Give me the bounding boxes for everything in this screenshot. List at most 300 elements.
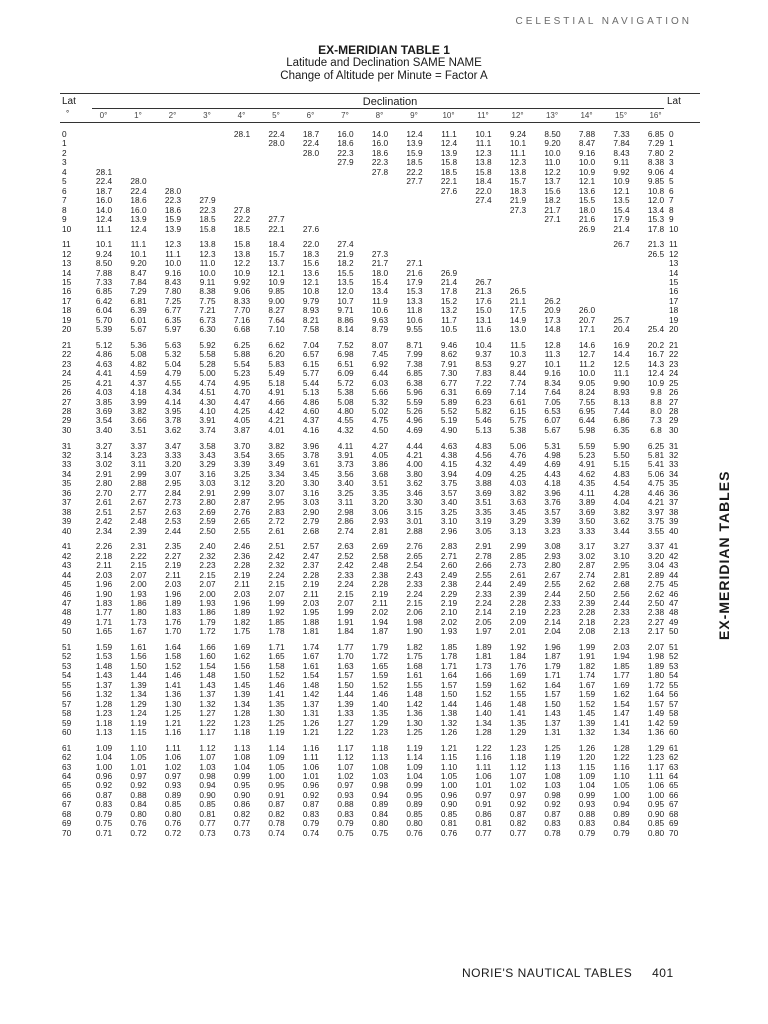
lat-cell-right: 7 <box>669 195 674 206</box>
factor-cell: 11.1 <box>130 239 147 250</box>
factor-cell: 1.13 <box>544 761 561 772</box>
factor-cell: 3.47 <box>164 440 182 451</box>
factor-cell: 1.44 <box>440 698 458 709</box>
column-header: 7° <box>341 111 349 120</box>
factor-cell: 5.08 <box>337 396 354 407</box>
factor-cell: 2.80 <box>199 497 216 508</box>
factor-cell: 0.92 <box>130 780 147 791</box>
factor-cell: 27.4 <box>337 239 354 250</box>
factor-cell: 13.8 <box>475 157 492 168</box>
lat-cell-left: 21 <box>62 339 72 350</box>
lat-cell-right: 1 <box>669 138 674 149</box>
factor-cell: 5.13 <box>475 424 492 435</box>
factor-cell: 7.45 <box>371 349 389 360</box>
factor-cell: 8.33 <box>233 295 251 306</box>
factor-cell: 3.54 <box>95 415 113 426</box>
factor-cell: 7.05 <box>544 396 561 407</box>
lat-cell-right: 4 <box>669 166 674 177</box>
factor-cell: 1.32 <box>199 698 216 709</box>
factor-cell: 1.96 <box>164 588 182 599</box>
factor-cell: 1.61 <box>406 670 423 681</box>
factor-cell: 1.30 <box>164 698 182 709</box>
factor-cell: 0.89 <box>406 799 423 810</box>
factor-cell: 1.91 <box>337 616 354 627</box>
factor-cell: 1.69 <box>233 641 251 652</box>
lat-cell-left: 66 <box>62 789 72 800</box>
factor-cell: 4.74 <box>199 377 216 388</box>
factor-cell: 1.59 <box>475 679 492 690</box>
column-header: 5° <box>272 111 280 120</box>
factor-cell: 1.73 <box>475 660 492 671</box>
factor-cell: 3.75 <box>647 516 665 527</box>
factor-cell: 0.88 <box>337 799 354 810</box>
factor-cell: 1.55 <box>406 679 423 690</box>
factor-cell: 5.38 <box>337 387 354 398</box>
factor-cell: 8.50 <box>95 258 113 269</box>
factor-cell: 4.83 <box>613 468 630 479</box>
factor-cell: 1.59 <box>95 641 113 652</box>
factor-cell: 2.74 <box>578 569 596 580</box>
factor-cell: 8.27 <box>268 305 285 316</box>
factor-cell: 0.77 <box>475 827 492 838</box>
factor-cell: 1.79 <box>199 616 216 627</box>
factor-cell: 5.89 <box>440 396 458 407</box>
factor-cell: 0.98 <box>199 771 216 781</box>
factor-cell: 2.34 <box>95 525 113 536</box>
column-header: 1° <box>134 111 142 120</box>
factor-cell: 10.5 <box>440 324 458 335</box>
factor-cell: 8.93 <box>302 305 320 316</box>
factor-cell: 22.1 <box>268 223 285 234</box>
factor-cell: 21.1 <box>509 295 527 306</box>
factor-cell: 12.4 <box>647 368 665 379</box>
factor-cell: 4.83 <box>475 440 492 451</box>
factor-cell: 22.4 <box>95 176 113 187</box>
factor-cell: 5.72 <box>337 377 354 388</box>
factor-cell: 0.84 <box>371 808 389 819</box>
factor-cell: 1.18 <box>371 742 389 753</box>
factor-cell: 4.60 <box>302 406 320 416</box>
factor-cell: 2.55 <box>544 579 561 590</box>
factor-cell: 28.1 <box>95 166 113 177</box>
factor-cell: 17.9 <box>406 276 423 287</box>
lat-cell-right: 43 <box>669 560 679 571</box>
factor-cell: 1.09 <box>268 752 285 763</box>
factor-cell: 1.98 <box>406 616 423 627</box>
factor-cell: 10.9 <box>233 267 251 278</box>
lat-cell-left: 67 <box>62 799 72 810</box>
factor-cell: 22.4 <box>302 138 320 149</box>
factor-cell: 2.33 <box>613 607 630 618</box>
factor-cell: 4.63 <box>440 440 458 451</box>
factor-cell: 2.32 <box>268 560 285 571</box>
factor-cell: 1.93 <box>440 626 458 637</box>
factor-cell: 11.9 <box>372 295 388 306</box>
factor-cell: 1.52 <box>164 660 182 671</box>
lat-cell-left: 64 <box>62 771 72 781</box>
factor-cell: 2.52 <box>337 550 354 561</box>
factor-cell: 2.95 <box>268 497 285 508</box>
factor-cell: 0.96 <box>302 780 320 791</box>
factor-cell: 2.93 <box>544 550 561 561</box>
factor-cell: 0.86 <box>475 808 492 819</box>
factor-cell: 3.43 <box>199 450 216 460</box>
factor-cell: 9.90 <box>613 377 630 388</box>
lat-header-left: Lat <box>62 96 76 107</box>
factor-cell: 3.54 <box>233 450 251 460</box>
factor-cell: 2.03 <box>95 569 113 580</box>
factor-cell: 0.77 <box>233 818 251 829</box>
factor-cell: 0.87 <box>95 789 113 800</box>
factor-cell: 6.30 <box>199 324 216 335</box>
factor-cell: 1.20 <box>578 752 596 763</box>
factor-cell: 6.68 <box>233 324 251 335</box>
factor-cell: 0.89 <box>613 808 630 819</box>
factor-cell: 12.1 <box>302 276 320 287</box>
factor-cell: 0.83 <box>578 818 596 829</box>
factor-cell: 3.29 <box>509 516 527 527</box>
factor-cell: 3.87 <box>233 424 251 435</box>
factor-cell: 1.64 <box>164 641 182 652</box>
factor-cell: 3.37 <box>130 440 147 451</box>
factor-cell: 1.81 <box>302 626 320 637</box>
factor-cell: 7.14 <box>509 387 527 398</box>
factor-cell: 0.92 <box>509 799 527 810</box>
factor-cell: 2.60 <box>440 560 458 571</box>
factor-cell: 1.50 <box>233 670 251 681</box>
lat-cell-right: 47 <box>669 597 679 608</box>
factor-cell: 12.1 <box>268 267 285 278</box>
lat-cell-left: 16 <box>62 286 72 297</box>
factor-cell: 9.92 <box>233 276 251 287</box>
lat-cell-right: 55 <box>669 679 679 690</box>
factor-cell: 1.54 <box>613 698 630 709</box>
factor-cell: 8.21 <box>302 314 320 325</box>
factor-cell: 10.0 <box>544 147 561 158</box>
lat-cell-right: 10 <box>669 223 679 234</box>
factor-cell: 0.76 <box>406 827 423 838</box>
factor-cell: 1.99 <box>268 597 285 608</box>
lat-cell-right: 33 <box>669 459 679 470</box>
factor-cell: 1.85 <box>440 641 458 652</box>
factor-cell: 17.3 <box>544 314 561 325</box>
lat-cell-right: 8 <box>669 204 674 215</box>
factor-cell: 1.50 <box>130 660 147 671</box>
factor-cell: 13.8 <box>233 248 251 259</box>
factor-cell: 4.82 <box>130 358 147 369</box>
lat-cell-right: 68 <box>669 808 679 819</box>
factor-cell: 1.41 <box>613 717 630 728</box>
factor-cell: 1.07 <box>509 771 527 781</box>
factor-cell: 22.2 <box>406 166 423 177</box>
factor-cell: 3.20 <box>268 478 285 489</box>
factor-cell: 3.06 <box>371 506 389 517</box>
factor-cell: 9.00 <box>268 295 285 306</box>
factor-cell: 22.3 <box>337 147 354 158</box>
factor-cell: 16.7 <box>647 349 665 360</box>
factor-cell: 1.58 <box>268 660 285 671</box>
factor-cell: 6.8 <box>650 424 662 435</box>
factor-cell: 6.85 <box>406 368 423 379</box>
factor-cell: 3.39 <box>544 516 561 527</box>
factor-cell: 3.40 <box>337 478 354 489</box>
factor-cell: 16.0 <box>130 204 147 215</box>
factor-cell: 1.05 <box>268 761 285 772</box>
factor-cell: 13.3 <box>406 295 423 306</box>
factor-cell: 27.9 <box>199 195 216 206</box>
factor-cell: 2.98 <box>337 506 354 517</box>
factor-cell: 4.18 <box>544 478 561 489</box>
lat-cell-right: 57 <box>669 698 679 709</box>
factor-cell: 2.57 <box>130 506 147 517</box>
factor-cell: 8.44 <box>509 368 527 379</box>
factor-cell: 1.13 <box>95 727 113 737</box>
factor-cell: 22.0 <box>475 185 492 196</box>
factor-cell: 18.2 <box>544 195 561 206</box>
lat-cell-left: 65 <box>62 780 72 791</box>
factor-cell: 27.9 <box>337 157 354 168</box>
factor-cell: 1.79 <box>544 660 561 671</box>
factor-cell: 18.6 <box>371 147 389 158</box>
factor-cell: 13.8 <box>509 166 527 177</box>
factor-cell: 2.93 <box>371 516 389 527</box>
factor-cell: 1.95 <box>302 607 320 618</box>
lat-cell-left: 57 <box>62 698 72 709</box>
table-title: EX-MERIDIAN TABLE 1 <box>318 43 450 57</box>
lat-cell-left: 22 <box>62 349 72 360</box>
factor-cell: 1.01 <box>302 771 320 781</box>
header-rule-dec <box>92 108 664 109</box>
factor-cell: 11.8 <box>406 305 423 316</box>
factor-cell: 1.56 <box>130 651 147 662</box>
factor-cell: 18.7 <box>302 129 320 139</box>
factor-cell: 4.86 <box>302 396 320 407</box>
factor-cell: 4.50 <box>371 424 389 435</box>
factor-cell: 9.24 <box>95 248 113 259</box>
factor-cell: 3.16 <box>302 487 320 498</box>
factor-cell: 9.11 <box>613 157 630 168</box>
factor-cell: 2.33 <box>475 588 492 599</box>
factor-cell: 1.45 <box>578 708 596 719</box>
factor-cell: 1.66 <box>199 641 216 652</box>
factor-cell: 3.03 <box>199 478 216 489</box>
factor-cell: 1.41 <box>268 689 285 700</box>
factor-cell: 0.81 <box>199 808 216 819</box>
factor-cell: 1.15 <box>578 761 596 772</box>
factor-cell: 1.90 <box>95 588 113 599</box>
factor-cell: 3.20 <box>647 550 665 561</box>
factor-cell: 1.18 <box>509 752 527 763</box>
factor-cell: 1.02 <box>337 771 354 781</box>
factor-cell: 1.50 <box>440 689 458 700</box>
factor-cell: 0.89 <box>371 799 389 810</box>
lat-cell-left: 61 <box>62 742 72 753</box>
lat-cell-right: 63 <box>669 761 679 772</box>
factor-cell: 3.15 <box>406 506 423 517</box>
factor-cell: 2.66 <box>475 560 492 571</box>
factor-cell: 1.67 <box>578 679 596 690</box>
factor-cell: 5.67 <box>130 324 147 335</box>
factor-cell: 5.02 <box>371 406 389 416</box>
factor-cell: 8.0 <box>650 406 662 416</box>
factor-cell: 5.28 <box>199 358 216 369</box>
factor-cell: 1.72 <box>199 626 216 637</box>
factor-cell: 0.79 <box>613 827 630 838</box>
lat-cell-left: 28 <box>62 406 72 416</box>
page-number: 401 <box>652 966 674 980</box>
factor-cell: 1.13 <box>371 752 389 763</box>
factor-cell: 1.07 <box>199 752 216 763</box>
factor-cell: 1.32 <box>95 689 113 700</box>
factor-cell: 4.16 <box>302 424 320 435</box>
lat-cell-left: 18 <box>62 305 72 316</box>
lat-cell-right: 14 <box>669 267 679 278</box>
factor-cell: 26.9 <box>578 223 596 234</box>
lat-cell-right: 19 <box>669 314 679 325</box>
factor-cell: 5.15 <box>613 459 630 470</box>
factor-cell: 2.19 <box>302 579 320 590</box>
factor-cell: 18.5 <box>233 223 251 234</box>
factor-cell: 6.77 <box>440 377 458 388</box>
factor-cell: 1.28 <box>613 742 630 753</box>
factor-cell: 5.36 <box>130 339 147 350</box>
factor-cell: 1.96 <box>544 641 561 652</box>
factor-cell: 2.83 <box>440 541 458 552</box>
factor-cell: 0.85 <box>406 808 423 819</box>
lat-cell-right: 22 <box>669 349 679 360</box>
factor-cell: 5.23 <box>578 450 596 460</box>
factor-cell: 11.6 <box>475 324 492 335</box>
factor-cell: 2.27 <box>164 550 182 561</box>
factor-cell: 0.94 <box>371 789 389 800</box>
lat-cell-left: 34 <box>62 468 72 479</box>
lat-cell-right: 35 <box>669 478 679 489</box>
factor-cell: 5.66 <box>371 387 389 398</box>
factor-cell: 3.96 <box>544 487 561 498</box>
column-header: 0° <box>99 111 108 120</box>
factor-cell: 0.95 <box>233 780 251 791</box>
factor-cell: 1.93 <box>130 588 147 599</box>
factor-cell: 2.96 <box>440 525 458 536</box>
factor-cell: 15.2 <box>440 295 458 306</box>
factor-cell: 1.34 <box>475 717 492 728</box>
factor-cell: 15.4 <box>371 276 389 287</box>
factor-cell: 1.73 <box>130 616 147 627</box>
factor-cell: 0.79 <box>337 818 354 829</box>
factor-cell: 1.05 <box>613 780 630 791</box>
factor-cell: 1.85 <box>613 660 630 671</box>
factor-cell: 13.1 <box>475 314 492 325</box>
factor-cell: 0.82 <box>233 808 251 819</box>
factor-cell: 1.39 <box>233 689 251 700</box>
lat-cell-left: 24 <box>62 368 72 379</box>
factor-cell: 21.3 <box>647 239 665 250</box>
factor-cell: 14.4 <box>613 349 630 360</box>
factor-cell: 4.21 <box>647 497 665 508</box>
factor-cell: 3.62 <box>164 424 182 435</box>
factor-cell: 1.35 <box>371 708 389 719</box>
factor-cell: 1.37 <box>95 679 113 690</box>
factor-cell: 2.81 <box>371 525 389 536</box>
factor-cell: 1.59 <box>578 689 596 700</box>
factor-cell: 1.25 <box>268 717 285 728</box>
factor-cell: 2.11 <box>303 588 319 599</box>
factor-cell: 15.9 <box>164 214 182 225</box>
factor-cell: 4.75 <box>371 415 389 426</box>
factor-cell: 1.34 <box>130 689 147 700</box>
factor-cell: 2.28 <box>233 560 251 571</box>
factor-cell: 3.25 <box>440 506 458 517</box>
factor-cell: 7.83 <box>475 368 492 379</box>
factor-cell: 3.05 <box>475 525 492 536</box>
factor-cell: 8.14 <box>337 324 354 335</box>
factor-cell: 0.83 <box>337 808 354 819</box>
factor-cell: 1.42 <box>647 717 665 728</box>
factor-cell: 2.07 <box>268 588 285 599</box>
factor-cell: 1.74 <box>578 670 596 681</box>
factor-cell: 13.9 <box>164 223 182 234</box>
factor-cell: 2.19 <box>509 607 527 618</box>
factor-cell: 12.4 <box>440 138 458 149</box>
factor-cell: 4.11 <box>579 487 595 498</box>
factor-cell: 5.77 <box>302 368 320 379</box>
lat-cell-left: 59 <box>62 717 72 728</box>
factor-cell: 0.82 <box>509 818 527 829</box>
factor-cell: 6.31 <box>440 387 458 398</box>
factor-cell: 4.55 <box>337 415 354 426</box>
factor-cell: 1.61 <box>130 641 147 652</box>
factor-cell: 5.82 <box>475 406 492 416</box>
factor-cell: 0.93 <box>337 789 354 800</box>
factor-cell: 4.25 <box>233 406 251 416</box>
factor-cell: 2.18 <box>95 550 113 561</box>
lat-cell-right: 66 <box>669 789 679 800</box>
lat-cell-left: 45 <box>62 579 72 590</box>
factor-cell: 0.87 <box>544 808 561 819</box>
factor-cell: 0.72 <box>130 827 147 838</box>
factor-cell: 3.73 <box>337 459 354 470</box>
column-header: 14° <box>580 111 593 120</box>
factor-cell: 2.29 <box>440 588 458 599</box>
factor-cell: 2.02 <box>371 607 389 618</box>
factor-cell: 6.62 <box>268 339 285 350</box>
factor-cell: 1.99 <box>578 641 596 652</box>
factor-cell: 10.0 <box>578 157 596 168</box>
factor-cell: 1.36 <box>164 689 182 700</box>
factor-cell: 2.50 <box>199 525 216 536</box>
factor-cell: 3.13 <box>509 525 527 536</box>
factor-cell: 1.38 <box>440 708 458 719</box>
factor-cell: 2.37 <box>302 560 320 571</box>
factor-cell: 2.65 <box>406 550 423 561</box>
factor-cell: 17.9 <box>613 214 630 225</box>
factor-cell: 20.2 <box>647 339 665 350</box>
factor-cell: 1.57 <box>647 698 665 709</box>
factor-cell: 1.96 <box>233 597 251 608</box>
lat-cell-left: 1 <box>62 138 67 149</box>
lat-cell-left: 31 <box>62 440 72 451</box>
factor-cell: 0.81 <box>440 818 458 829</box>
factor-cell: 1.46 <box>268 679 285 690</box>
factor-cell: 6.35 <box>613 424 630 435</box>
factor-cell: 12.8 <box>544 339 561 350</box>
factor-cell: 1.22 <box>199 717 216 728</box>
lat-cell-right: 17 <box>669 295 679 306</box>
factor-cell: 16.0 <box>371 138 389 149</box>
lat-cell-left: 30 <box>62 424 72 435</box>
factor-cell: 4.86 <box>95 349 113 360</box>
factor-cell: 0.73 <box>233 827 251 838</box>
